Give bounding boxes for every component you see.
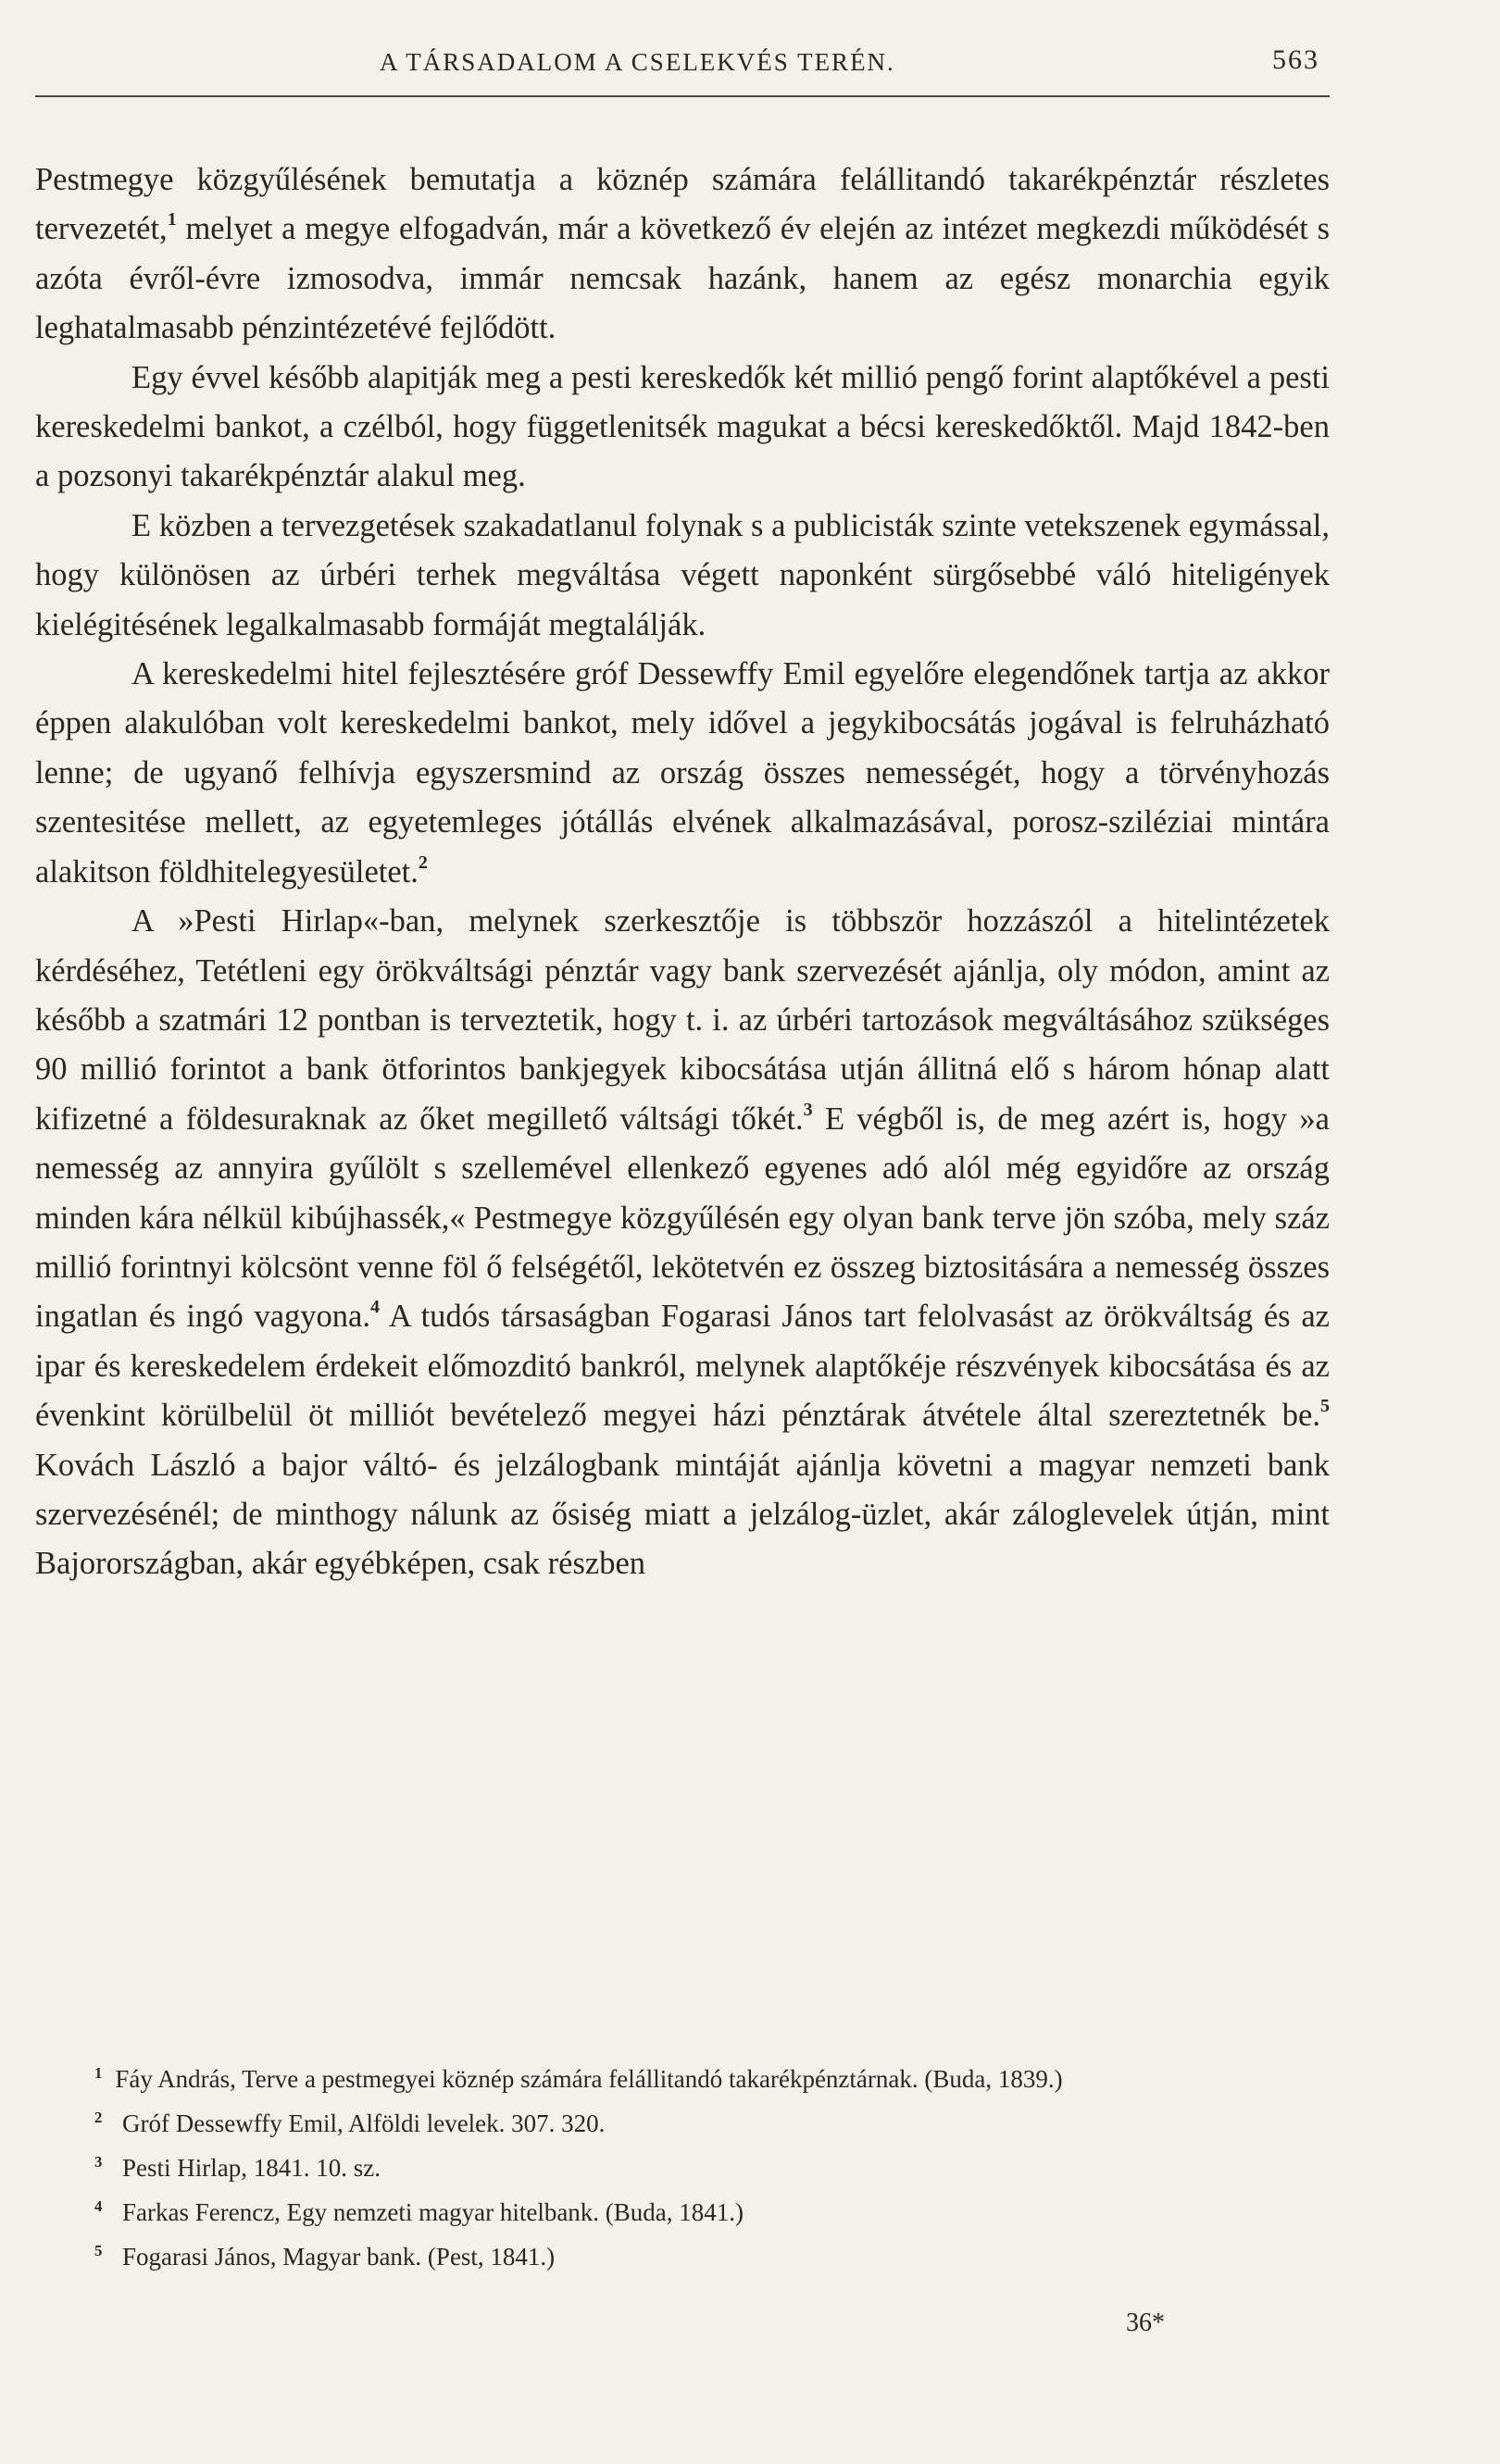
paragraph-text: Egy évvel később alapitják meg a pesti kereskedők két millió pengő forint alaptőkével a pesti kereskedelmi bankot, a czélból, hogy függetlenitsék magukat a bécsi kereskedőktől. Majd 1842-ben a pozsonyi takarékpénztár alakul meg. bbox=[35, 359, 1330, 494]
body-text bbox=[35, 156, 1330, 1589]
running-title: A TÁRSADALOM A CSELEKVÉS TERÉN. bbox=[380, 48, 895, 76]
footnote bbox=[35, 2101, 1330, 2146]
paragraph-text: A »Pesti Hirlap«-ban, melynek szerkesztője is többször hozzászól a hitelintézetek kérdéséhez, Tetétleni egy örökváltsági pénztár vagy bank szervezését ajánlja, oly módon, amint az később a szatmári 12 pontban is terveztetik, hogy t. i. az úrbéri tartozások megváltásához szükséges 90 millió forintot a bank ötforintos bankjegyek kibocsátása utján állitná elő s három hónap alatt kifizetné a földesuraknak az őket megillető váltsági tőkét. bbox=[35, 903, 1330, 1137]
paragraph bbox=[35, 156, 1330, 354]
footnote-reference: 1 bbox=[167, 209, 177, 230]
header-rule bbox=[35, 95, 1330, 97]
paragraph-text: E közben a tervezgetések szakadatlanul folynak s a publicisták szinte vetekszenek egymással, hogy különösen az úrbéri terhek megváltása végett naponként sürgősebbé váló hiteligények kielégitésének legalkalmasabb formáját megtalálják. bbox=[35, 507, 1330, 642]
footnote-reference: 5 bbox=[1320, 1396, 1330, 1417]
footnote-mark: 3 bbox=[94, 2153, 103, 2171]
footnote-reference: 3 bbox=[803, 1099, 813, 1120]
footnote-reference: 4 bbox=[369, 1297, 380, 1318]
footnotes bbox=[35, 2057, 1330, 2279]
paragraph-text: Kovách László a bajor váltó- és jelzálogbank mintáját ajánlja követni a magyar nemzeti bank szervezésénél; de minthogy nálunk az ősiség miatt a jelzálog-üzlet, akár záloglevelek útján, mint Bajorországban, akár egyébképen, csak részben bbox=[35, 1447, 1330, 1582]
page-number: 563 bbox=[1272, 44, 1319, 75]
footnote bbox=[35, 2146, 1330, 2190]
footnote-mark: 4 bbox=[94, 2197, 103, 2215]
paragraph-text: A tudós társaságban Fogarasi János tart felolvasást az örökváltság és az ipar és kereskedelem érdekeit előmozditó bankról, melynek alaptőkéje részvények kibocsátása és az évenkint körülbelül öt milliót bevételező megyei házi pénztárak átvétele által szereztetnék be. bbox=[35, 1299, 1330, 1434]
footnote-text: Fogarasi János, Magyar bank. (Pest, 1841.) bbox=[122, 2243, 556, 2271]
footnote-text: Fáy András, Terve a pestmegyei köznép számára felállitandó takarékpénztárnak. (Buda, 1839.) bbox=[115, 2065, 1063, 2093]
paragraph-text: E végből is, de meg azért is, hogy »a nemesség az annyira gyűlölt s szellemével ellenkező egyenes adó alól még egyidőre az ország minden kára nélkül kibújhassék,« Pestmegye közgyűlésén egy olyan bank terve jön szóba, mely száz millió forintnyi kölcsönt venne föl ő felségétől, lekötetvén ez összeg biztositására a nemesség összes ingatlan és ingó vagyona. bbox=[35, 1101, 1330, 1335]
running-head bbox=[35, 44, 1331, 94]
footnote-text: Gróf Dessewffy Emil, Alföldi levelek. 307. 320. bbox=[122, 2109, 606, 2137]
printer-signature-mark: 36* bbox=[1126, 2308, 1165, 2337]
paragraph bbox=[35, 502, 1330, 650]
paragraph bbox=[35, 650, 1330, 897]
paragraph-text: Pestmegye közgyűlésének bemutatja a köznép számára felállitandó takarékpénztár részletes tervezetét, bbox=[35, 162, 1330, 247]
paragraph bbox=[35, 354, 1330, 502]
footnote bbox=[35, 2057, 1330, 2101]
footnote-mark: 5 bbox=[94, 2242, 103, 2259]
footnote-text: Farkas Ferencz, Egy nemzeti magyar hitelbank. (Buda, 1841.) bbox=[122, 2198, 744, 2226]
footnote bbox=[35, 2190, 1330, 2234]
footnote-text: Pesti Hirlap, 1841. 10. sz. bbox=[122, 2154, 381, 2182]
paragraph bbox=[35, 897, 1330, 1589]
footnote-reference: 2 bbox=[418, 852, 428, 873]
footnote-mark: 2 bbox=[94, 2109, 103, 2126]
footnote bbox=[35, 2234, 1330, 2279]
paragraph-text: A kereskedelmi hitel fejlesztésére gróf Dessewffy Emil egyelőre elegendőnek tartja az akkor éppen alakulóban volt kereskedelmi bankot, mely idővel a jegykibocsátás jogával is felruházható lenne; de ugyanő felhívja egyszersmind az ország összes nemességét, hogy a törvényhozás szentesitése mellett, az egyetemleges jótállás elvének alkalmazásával, porosz-sziléziai mintára alakitson földhitelegyesületet. bbox=[35, 656, 1330, 890]
paragraph-text: melyet a megye elfogadván, már a következő év elején az intézet megkezdi működését s azóta évről-évre izmosodva, immár nemcsak hazánk, hanem az egész monarchia egyik leghatalmasabb pénzintézetévé fejlődött. bbox=[35, 211, 1330, 346]
footnote-mark: 1 bbox=[94, 2063, 103, 2082]
